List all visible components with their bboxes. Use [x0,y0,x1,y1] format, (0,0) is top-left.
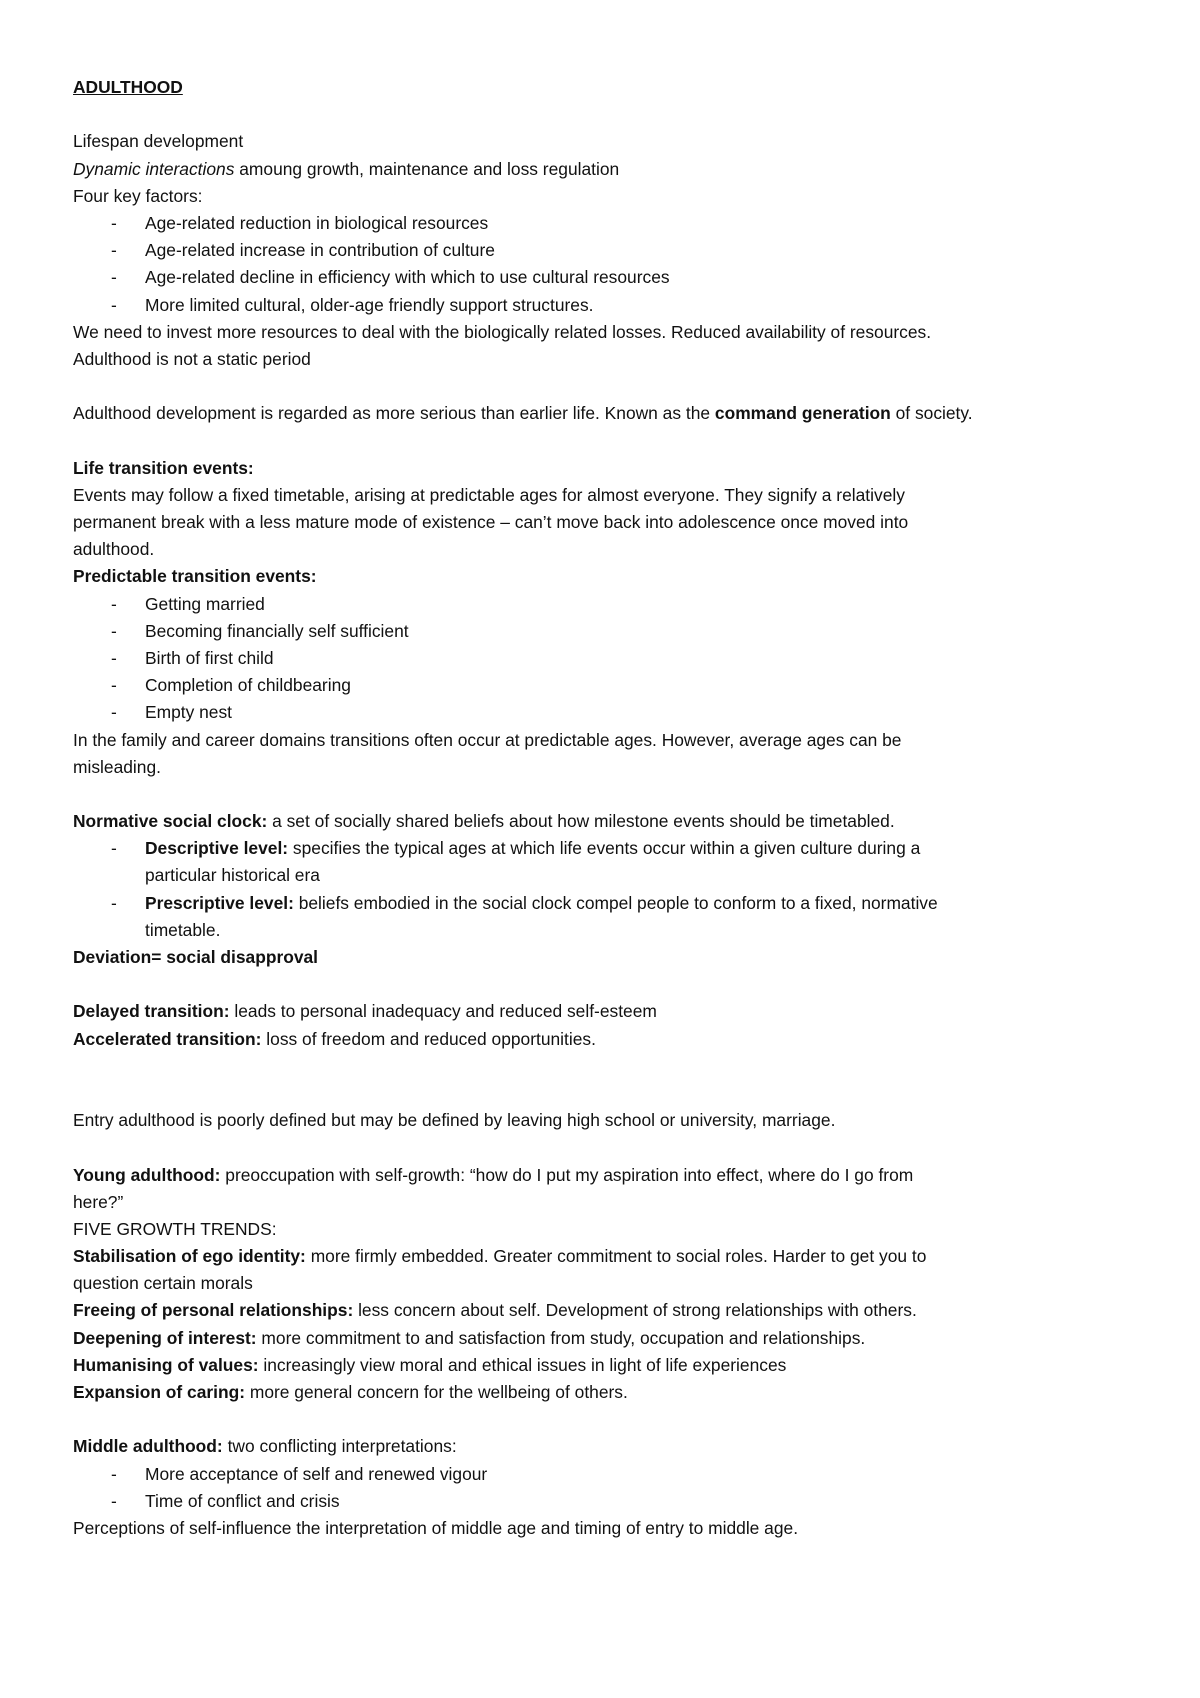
italic-term: Dynamic interactions [73,158,235,179]
text-line: Four key factors: [73,185,203,206]
bold-term: Expansion of caring: [73,1382,245,1403]
dash-bullet: - [111,702,117,723]
text-line: We need to invest more resources to deal with the biologically related losses. Reduced availability of resources. [73,321,932,342]
list-item: - Age-related reduction in biological resources [73,210,1153,237]
list-item-continuation: timetable. [145,919,221,940]
bold-term: Normative social clock: [73,811,268,832]
document-page [73,74,1153,1542]
text-line: Delayed transition: leads to personal inadequacy and reduced self-esteem [73,1001,657,1022]
list-item: - Age-related decline in efficiency with which to use cultural resources [73,264,1153,291]
dash-bullet: - [111,838,117,859]
bold-term: command generation [714,403,891,424]
list-item: - More acceptance of self and renewed vigour [73,1461,1153,1488]
text-line: Stabilisation of ego identity: more firmly embedded. Greater commitment to social roles. Harder to get you to [73,1246,927,1267]
list-item: - Empty nest [73,699,1153,726]
text-line: misleading. [73,756,161,777]
list-item: - Getting married [73,591,1153,618]
text-line: Accelerated transition: loss of freedom and reduced opportunities. [73,1028,596,1049]
text-line: Humanising of values: increasingly view moral and ethical issues in light of life experiences [73,1354,787,1375]
text-line: In the family and career domains transitions often occur at predictable ages. However, average ages can be [73,729,902,750]
list-item-continuation: particular historical era [145,865,320,886]
dash-bullet: - [111,1490,117,1511]
bold-term: Prescriptive level: [145,892,294,913]
text-line: Perceptions of self-influence the interpretation of middle age and timing of entry to middle age. [73,1517,799,1538]
bold-line: Deviation= social disapproval [73,947,319,967]
bold-term: Young adulthood: [73,1164,221,1185]
dash-bullet: - [111,1463,117,1484]
text-line: Entry adulthood is poorly defined but may be defined by leaving high school or university, marriage. [73,1110,836,1131]
text-line: adulthood. [73,539,155,560]
page-title: ADULTHOOD [73,77,183,97]
dash-bullet: - [111,240,117,261]
text-line: Freeing of personal relationships: less concern about self. Development of strong relationships with others. [73,1300,917,1321]
dash-bullet: - [111,620,117,641]
text-line: Middle adulthood: two conflicting interpretations: [73,1436,457,1457]
bold-term: Stabilisation of ego identity: [73,1246,306,1267]
list-item: - Birth of first child [73,645,1153,672]
dash-bullet: - [111,212,117,233]
text-line: Young adulthood: preoccupation with self-growth: “how do I put my aspiration into effect, where do I go from [73,1164,914,1185]
list-item: - Prescriptive level: beliefs embodied in the social clock compel people to conform to a fixed, normative [73,890,1153,917]
bold-term: Descriptive level: [145,838,289,859]
text-line: question certain morals [73,1273,253,1294]
text-line: FIVE GROWTH TRENDS: [73,1218,277,1239]
dash-bullet: - [111,675,117,696]
text-line: Events may follow a fixed timetable, arising at predictable ages for almost everyone. They signify a relatively [73,484,905,505]
bold-term: Accelerated transition: [73,1028,262,1049]
list-item: - More limited cultural, older-age friendly support structures. [73,292,1153,319]
list-item: - Completion of childbearing [73,672,1153,699]
bold-term: Delayed transition: [73,1001,230,1022]
dash-bullet: - [111,892,117,913]
text-line: Adulthood is not a static period [73,348,311,369]
text-line: Normative social clock: a set of socially shared beliefs about how milestone events should be timetabled. [73,811,895,832]
bold-term: Middle adulthood: [73,1436,223,1457]
text-line: here?” [73,1191,124,1212]
list-item: - Age-related increase in contribution of culture [73,237,1153,264]
list-item: - Becoming financially self sufficient [73,618,1153,645]
list-item: - Descriptive level: specifies the typical ages at which life events occur within a given culture during a [73,835,1153,862]
dash-bullet: - [111,593,117,614]
list-item: - Time of conflict and crisis [73,1488,1153,1515]
text-line: Adulthood development is regarded as more serious than earlier life. Known as the command generation of society. [73,403,973,424]
section-heading: Predictable transition events: [73,566,317,587]
text-line: Dynamic interactions amoung growth, maintenance and loss regulation [73,158,620,179]
text-line: Deepening of interest: more commitment to and satisfaction from study, occupation and relationships. [73,1327,866,1348]
bold-term: Deepening of interest: [73,1327,257,1348]
bold-term: Freeing of personal relationships: [73,1300,354,1321]
text-line: Lifespan development [73,131,244,152]
bold-term: Humanising of values: [73,1354,259,1375]
dash-bullet: - [111,267,117,288]
text-line: permanent break with a less mature mode of existence – can’t move back into adolescence once moved into [73,512,909,532]
dash-bullet: - [111,647,117,668]
text-line: Expansion of caring: more general concern for the wellbeing of others. [73,1382,628,1403]
section-heading: Life transition events: [73,457,254,478]
dash-bullet: - [111,294,117,315]
